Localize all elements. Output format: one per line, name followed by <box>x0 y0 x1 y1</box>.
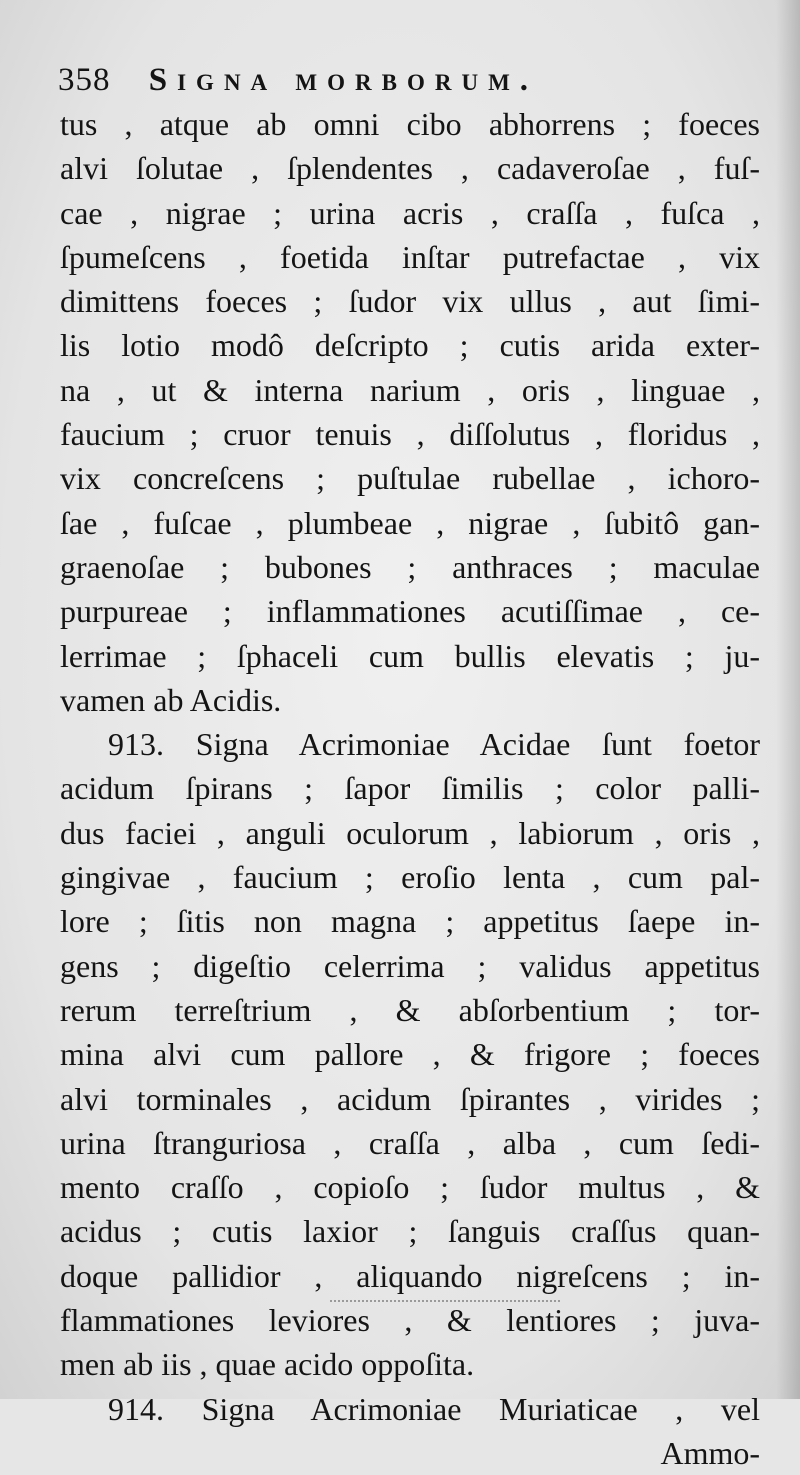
text-line: acidum ſpirans ; ſapor ſimilis ; color palli- <box>60 770 760 807</box>
text-line: ſae , fuſcae , plumbeae , nigrae , ſubitô gan- <box>60 504 760 541</box>
text-line: alvi ſolutae , ſplendentes , cadaveroſae , fuſ- <box>60 150 760 187</box>
text-line: purpureae ; inflammationes acutiſſimae , ce- <box>60 593 760 630</box>
text-line: lis lotio modô deſcripto ; cutis arida exter- <box>60 327 760 364</box>
text-line: gingivae , faucium ; eroſio lenta , cum pal- <box>60 859 760 896</box>
paragraph-914-start: 914. Signa Acrimoniae Muriaticae , vel <box>108 1390 760 1427</box>
body-text <box>60 102 760 1475</box>
text-line: graenoſae ; bubones ; anthraces ; maculae <box>60 548 760 585</box>
text-line: na , ut & interna narium , oris , linguae , <box>60 371 760 408</box>
text-line: acidus ; cutis laxior ; ſanguis craſſus quan- <box>60 1213 760 1250</box>
page-header <box>58 58 758 102</box>
text-line: alvi torminales , acidum ſpirantes , virides ; <box>60 1080 760 1117</box>
page-number: 358 <box>58 62 111 98</box>
text-line-paragraph-end: vamen ab Acidis. <box>60 681 282 718</box>
text-line: vix concreſcens ; puſtulae rubellae , ichoro- <box>60 460 760 497</box>
page-edge-shadow <box>776 0 800 1399</box>
text-line: faucium ; cruor tenuis , diſſolutus , floridus , <box>60 416 760 453</box>
text-line: gens ; digeſtio celerrima ; validus appetitus <box>60 947 760 984</box>
text-line: tus , atque ab omni cibo abhorrens ; foeces <box>60 106 760 142</box>
text-line: dus faciei , anguli oculorum , labiorum , oris , <box>60 814 760 851</box>
running-head: Signa morborum. <box>148 62 539 98</box>
text-line: mento craſſo , copioſo ; ſudor multus , & <box>60 1169 760 1206</box>
text-line: flammationes leviores , & lentiores ; juva- <box>60 1302 760 1339</box>
paragraph-913-start: 913. Signa Acrimoniae Acidae ſunt foetor <box>108 726 760 763</box>
text-line: mina alvi cum pallore , & frigore ; foeces <box>60 1036 760 1073</box>
bleed-through-marks <box>330 1300 560 1304</box>
text-line: urina ſtranguriosa , craſſa , alba , cum ſedi- <box>60 1124 760 1161</box>
text-line: cae , nigrae ; urina acris , craſſa , fuſca , <box>60 194 760 231</box>
text-line: dimittens foeces ; ſudor vix ullus , aut ſimi- <box>60 283 760 320</box>
text-line: lore ; ſitis non magna ; appetitus ſaepe in- <box>60 903 760 940</box>
text-line-paragraph-end: men ab iis , quae acido oppoſita. <box>60 1346 475 1383</box>
text-line: rerum terreſtrium , & abſorbentium ; tor- <box>60 991 760 1028</box>
text-line: doque pallidior , aliquando nigreſcens ; in- <box>60 1257 760 1294</box>
text-line: ſpumeſcens , foetida inſtar putrefactae , vix <box>60 238 760 275</box>
text-line: lerrimae ; ſphaceli cum bullis elevatis ; ju- <box>60 637 760 674</box>
catchword: Ammo- <box>660 1434 760 1471</box>
